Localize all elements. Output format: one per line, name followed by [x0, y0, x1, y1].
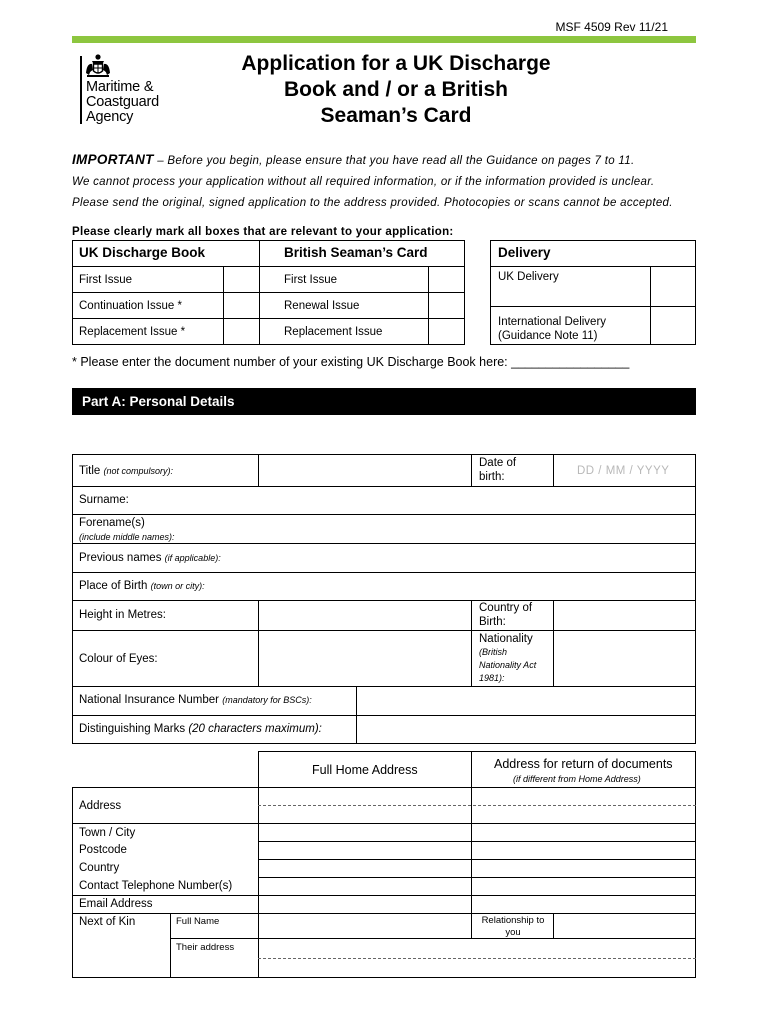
db-first-issue-checkbox[interactable]	[224, 267, 259, 292]
note-line-2: We cannot process your application without all required information, or if the information provided is unclear.	[72, 176, 655, 188]
nationality-hint: (British Nationality Act 1981):	[479, 647, 537, 683]
important-label: IMPORTANT	[72, 152, 154, 167]
nationality-input[interactable]	[554, 631, 695, 686]
royal-crest-icon	[84, 53, 112, 79]
intl-delivery-label: International Delivery	[498, 316, 607, 328]
kin-relationship-label: Relationship to you	[481, 915, 545, 938]
seamans-card-heading: British Seaman’s Card	[284, 245, 428, 260]
kin-full-name-input[interactable]	[259, 914, 471, 938]
eye-colour-input[interactable]	[259, 631, 471, 686]
return-address-hint: (if different from Home Address)	[513, 774, 641, 784]
height-label: Height in Metres:	[79, 609, 166, 621]
country-label: Country	[79, 862, 120, 874]
db-replacement-checkbox[interactable]	[224, 319, 259, 344]
place-of-birth-label: Place of Birth (town or city):	[79, 580, 205, 592]
forenames-hint: (include middle names):	[79, 532, 175, 542]
title-line-3: Seaman’s Card	[320, 104, 472, 127]
telephone-label: Contact Telephone Number(s)	[79, 880, 233, 892]
ni-number-input[interactable]	[357, 687, 695, 715]
title-line-1: Application for a UK Discharge	[241, 52, 551, 75]
kin-address-label: Their address	[176, 942, 235, 953]
form-reference: MSF 4509 Rev 11/21	[555, 20, 668, 34]
email-input[interactable]	[259, 896, 695, 913]
nationality-label: Nationality	[479, 633, 533, 645]
surname-label: Surname:	[79, 494, 129, 506]
return-postcode-input[interactable]	[472, 842, 695, 859]
country-of-birth-label: Country of Birth:	[479, 602, 533, 628]
existing-book-number-prompt: * Please enter the document number of your existing UK Discharge Book here: _________________	[72, 355, 630, 369]
important-text: – Before you begin, please ensure that you have read all the Guidance on pages 7 to 11.	[153, 155, 635, 167]
title-line-2: Book and / or a British	[283, 78, 509, 101]
ni-number-label: National Insurance Number (mandatory for BSCs):	[79, 694, 312, 706]
agency-name	[86, 80, 159, 125]
previous-names-label: Previous names (if applicable):	[79, 552, 221, 564]
title-label: Title (not compulsory):	[79, 465, 174, 477]
bsc-renewal-checkbox[interactable]	[429, 293, 464, 318]
place-of-birth-input[interactable]	[259, 573, 695, 600]
discharge-book-heading: UK Discharge Book	[79, 245, 206, 260]
home-town-input[interactable]	[259, 824, 471, 841]
agency-line-1: Maritime &	[86, 79, 154, 95]
document-title	[210, 51, 582, 129]
surname-input[interactable]	[259, 487, 695, 514]
kin-relationship-input[interactable]	[554, 914, 695, 938]
forenames-label: Forename(s)	[79, 517, 145, 529]
eye-colour-label: Colour of Eyes:	[79, 653, 158, 665]
agency-line-2: Coastguard	[86, 94, 159, 110]
intl-delivery-note: (Guidance Note 11)	[498, 330, 598, 342]
part-a-heading: Part A: Personal Details	[72, 388, 696, 415]
header-accent-bar	[72, 36, 696, 43]
bsc-first-issue-label: First Issue	[284, 274, 338, 286]
existing-book-number-field[interactable]	[537, 354, 661, 370]
delivery-heading: Delivery	[498, 245, 551, 260]
bsc-renewal-label: Renewal Issue	[284, 300, 360, 312]
db-continuation-label: Continuation Issue *	[79, 300, 182, 312]
dob-label: Date of birth:	[479, 457, 517, 483]
telephone-input[interactable]	[259, 878, 695, 895]
dob-input[interactable]: DD / MM / YYYY	[577, 465, 670, 477]
intl-delivery-checkbox[interactable]	[651, 307, 695, 345]
address-label: Address	[79, 800, 122, 812]
instruction-text: Please clearly mark all boxes that are relevant to your application:	[72, 226, 454, 238]
height-input[interactable]	[259, 601, 471, 630]
forenames-input[interactable]	[259, 515, 695, 543]
uk-delivery-checkbox[interactable]	[651, 267, 695, 306]
country-of-birth-input[interactable]	[554, 601, 695, 630]
return-address-input[interactable]	[472, 788, 695, 823]
return-address-heading: Address for return of documents	[494, 757, 673, 771]
distinguishing-marks-input[interactable]	[357, 716, 695, 744]
return-town-input[interactable]	[472, 824, 695, 841]
note-line-3: Please send the original, signed application to the address provided. Photocopies or scans cannot be accepted.	[72, 197, 673, 209]
postcode-label: Postcode	[79, 844, 127, 856]
important-note	[72, 152, 634, 167]
next-of-kin-label: Next of Kin	[79, 916, 136, 928]
home-postcode-input[interactable]	[259, 842, 471, 859]
bsc-replacement-checkbox[interactable]	[429, 319, 464, 344]
bsc-replacement-label: Replacement Issue	[284, 326, 383, 338]
db-replacement-label: Replacement Issue *	[79, 326, 186, 338]
email-label: Email Address	[79, 898, 153, 910]
town-city-label: Town / City	[79, 827, 136, 839]
kin-full-name-label: Full Name	[176, 916, 220, 927]
previous-names-input[interactable]	[259, 544, 695, 572]
title-input[interactable]	[259, 455, 471, 486]
db-first-issue-label: First Issue	[79, 274, 133, 286]
bsc-first-issue-checkbox[interactable]	[429, 267, 464, 292]
logo-divider	[80, 56, 82, 124]
return-country-input[interactable]	[472, 860, 695, 877]
distinguishing-marks-label: Distinguishing Marks (20 characters maximum):	[79, 723, 322, 735]
full-home-address-heading: Full Home Address	[312, 763, 418, 777]
kin-address-input[interactable]	[259, 939, 695, 977]
home-country-input[interactable]	[259, 860, 471, 877]
home-address-input[interactable]	[259, 788, 471, 823]
db-continuation-checkbox[interactable]	[224, 293, 259, 318]
agency-line-3: Agency	[86, 109, 134, 125]
uk-delivery-label: UK Delivery	[498, 271, 559, 283]
